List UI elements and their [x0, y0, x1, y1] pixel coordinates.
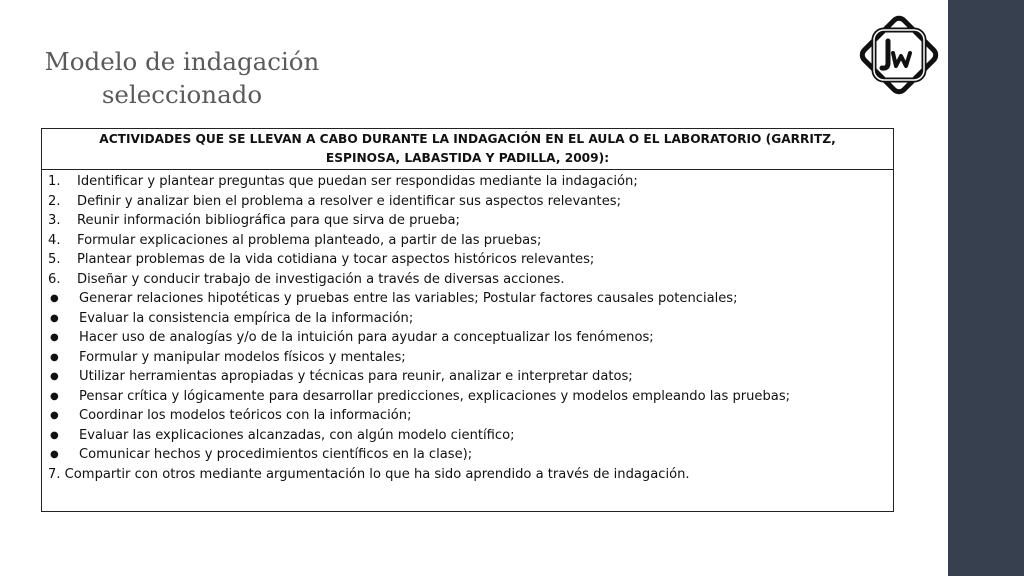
list-item — [48, 328, 893, 348]
list-number: 6. — [48, 271, 61, 287]
list-item-text: Utilizar herramientas apropiadas y técnicas para reunir, analizar e interpretar datos; — [79, 369, 633, 385]
list-item — [48, 231, 893, 251]
list-number: 1. — [48, 174, 61, 190]
list-item — [48, 192, 893, 212]
list-item-text: Definir y analizar bien el problema a resolver e identificar sus aspectos relevantes; — [77, 193, 621, 209]
closing-line-text: 7. Compartir con otros mediante argumentación lo que ha sido aprendido a través de indagación. — [48, 466, 690, 482]
bullet-icon: ● — [50, 332, 59, 344]
list-item — [48, 426, 893, 446]
bullet-icon: ● — [50, 371, 59, 383]
bullet-icon: ● — [50, 449, 59, 461]
list-item-text: Diseñar y conducir trabajo de investigación a través de diversas acciones. — [77, 271, 565, 287]
list-item-text: Reunir información bibliográfica para que sirva de prueba; — [77, 213, 460, 229]
slide-title-line-2: seleccionado — [101, 80, 263, 109]
list-item-text: Formular y manipular modelos físicos y mentales; — [79, 349, 406, 365]
slide-title-line-1: Modelo de indagación — [44, 47, 320, 76]
jw-monogram-logo — [855, 11, 943, 99]
closing-line — [48, 465, 893, 485]
list-item — [48, 387, 893, 407]
list-item-text: Generar relaciones hipotéticas y pruebas entre las variables; Postular factores causales potenciales; — [79, 291, 738, 307]
bullet-icon: ● — [50, 312, 59, 324]
list-number: 5. — [48, 252, 61, 268]
list-item — [48, 348, 893, 368]
list-item — [48, 367, 893, 387]
list-item — [48, 250, 893, 270]
list-item-text: Comunicar hechos y procedimientos científicos en la clase); — [79, 447, 473, 463]
list-item — [48, 172, 893, 192]
list-number: 2. — [48, 193, 61, 209]
list-item — [48, 445, 893, 465]
list-number: 3. — [48, 213, 61, 229]
list-item-text: Evaluar las explicaciones alcanzadas, con algún modelo científico; — [79, 427, 515, 443]
list-number: 4. — [48, 232, 61, 248]
slide-title — [32, 45, 332, 111]
bullet-icon: ● — [50, 390, 59, 402]
bullet-icon: ● — [50, 429, 59, 441]
bullet-icon: ● — [50, 293, 59, 305]
list-item-text: Evaluar la consistencia empírica de la información; — [79, 310, 414, 326]
bullet-icon: ● — [50, 410, 59, 422]
bullet-icon: ● — [50, 351, 59, 363]
list-item — [48, 289, 893, 309]
table-body — [42, 170, 893, 484]
list-item-text: Identificar y plantear preguntas que puedan ser respondidas mediante la indagación; — [77, 174, 638, 190]
list-item — [48, 309, 893, 329]
table-header: ACTIVIDADES QUE SE LLEVAN A CABO DURANTE LA INDAGACIÓN EN EL AULA O EL LABORATORIO (GARRITZ, ESPINOSA, LABASTIDA Y PADILLA, 2009): — [42, 129, 893, 170]
list-item — [48, 211, 893, 231]
list-item-text: Plantear problemas de la vida cotidiana y tocar aspectos históricos relevantes; — [77, 252, 595, 268]
list-item-text: Formular explicaciones al problema planteado, a partir de las pruebas; — [77, 232, 542, 248]
list-item — [48, 270, 893, 290]
list-item-text: Hacer uso de analogías y/o de la intuición para ayudar a conceptualizar los fenómenos; — [79, 330, 654, 346]
activities-table — [41, 128, 894, 512]
right-accent-band — [948, 0, 1024, 576]
list-item-text: Coordinar los modelos teóricos con la información; — [79, 408, 412, 424]
list-item — [48, 406, 893, 426]
list-item-text: Pensar crítica y lógicamente para desarrollar predicciones, explicaciones y modelos empleando las pruebas; — [79, 388, 791, 404]
